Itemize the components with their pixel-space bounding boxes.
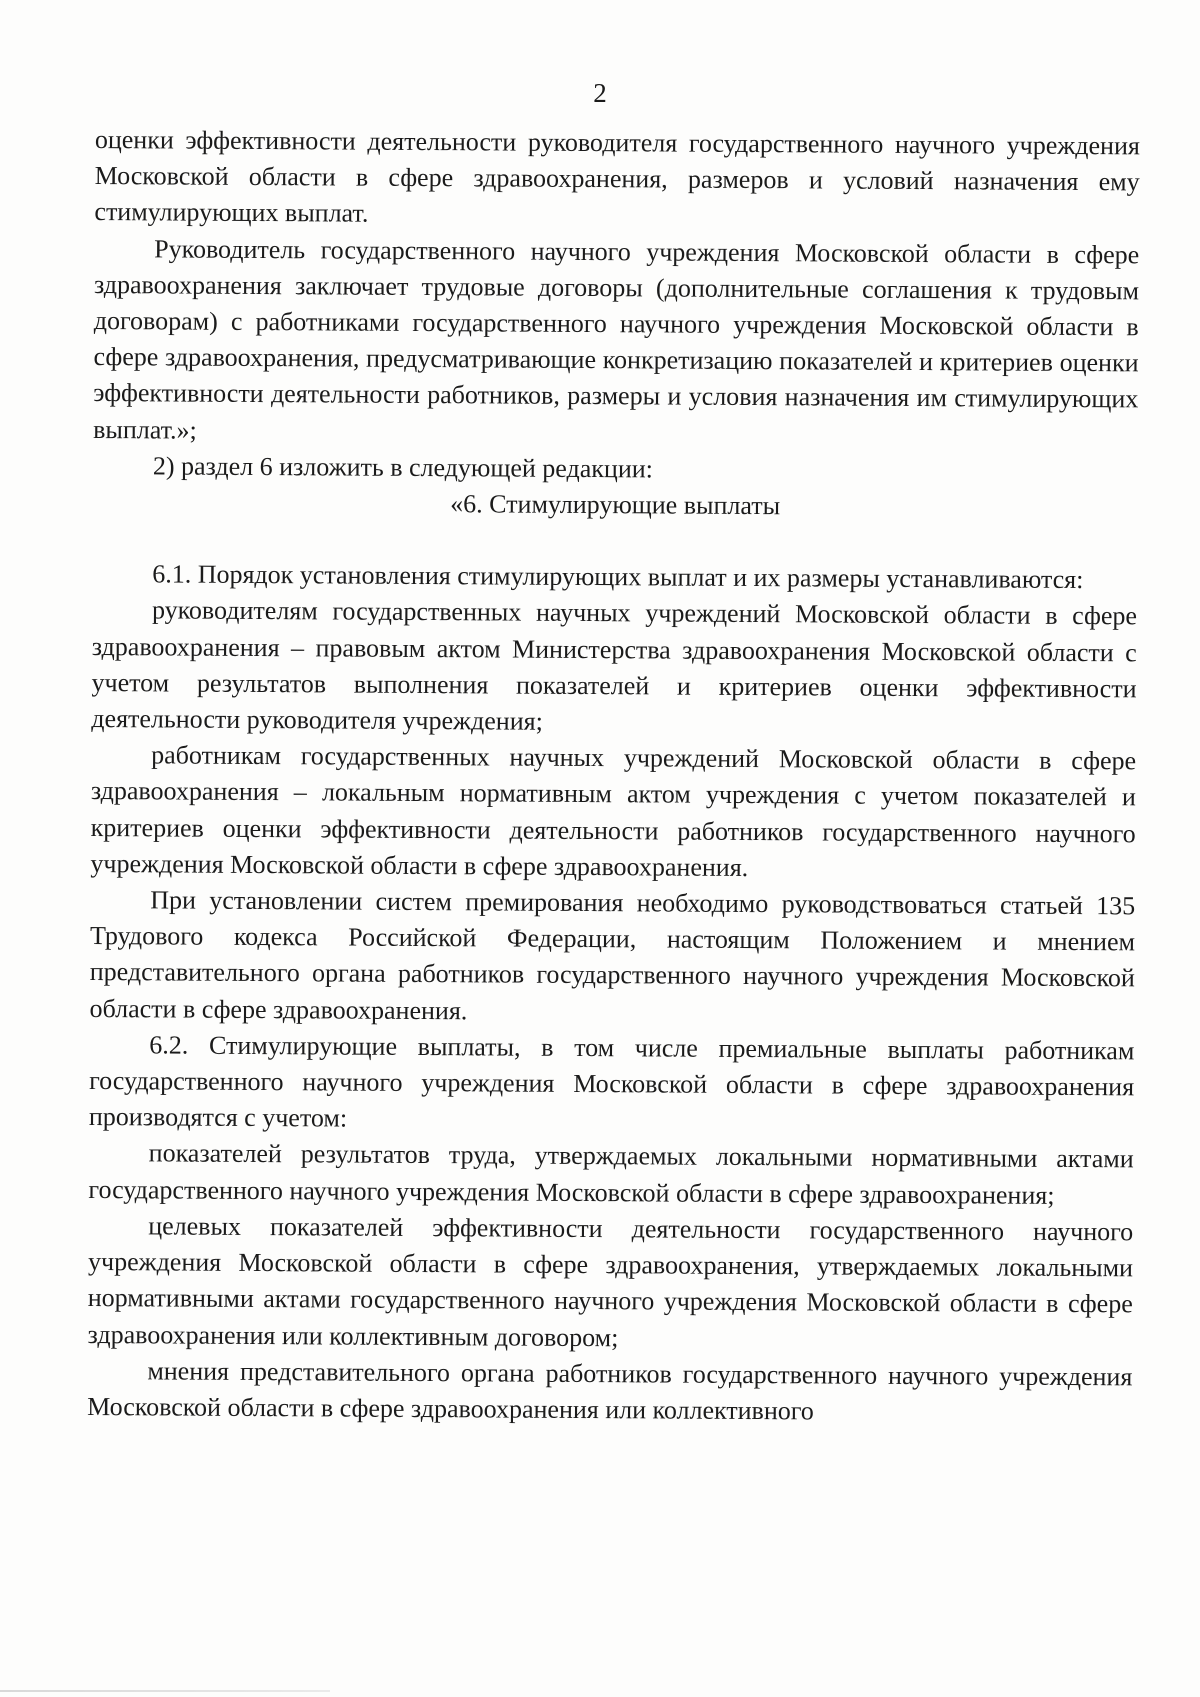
paragraph-target-indicators: целевых показателей эффективности деятельности государственного научного учреждения Московской области в сфере здравоохранения, утверждаемых локальными нормативными актами государственного научного учреждения Московской области в сфере здравоохранения или коллективным договором; <box>87 1211 1134 1352</box>
paragraph-6-1: 6.1. Порядок установления стимулирующих выплат и их размеры устанавливаются: <box>152 559 1084 595</box>
paragraph-labor-results: показателей результатов труда, утверждаемых локальными нормативными актами государственного научного учреждения Московской области в сфере здравоохранения; <box>88 1138 1134 1210</box>
section-heading: «6. Стимулирующие выплаты <box>450 489 781 521</box>
scan-artifact-line <box>0 1690 330 1692</box>
document-body <box>87 122 1140 1431</box>
paragraph-representative-opinion: мнения представительного органа работников государственного научного учреждения Московской области в сфере здравоохранения или коллективного <box>87 1356 1133 1426</box>
paragraph-amendment-2: 2) раздел 6 изложить в следующей редакции: <box>152 451 654 484</box>
page-number: 2 <box>593 78 607 108</box>
paragraph-workers: работникам государственных научных учреждений Московской области в сфере здравоохранения – локальным нормативным актом учреждения с учетом показателей и критериев оценки эффективности деятельности работников государственного научного учреждения Московской области в сфере здравоохранения. <box>90 740 1137 882</box>
paragraph-bonus-systems: При установлении систем премирования необходимо руководствоваться статьей 135 Трудового кодекса Российской Федерации, настоящим Положением и мнением представительного органа работников государственного научного учреждения Московской области в сфере здравоохранения. <box>89 885 1136 1025</box>
paragraph-heads: руководителям государственных научных учреждений Московской области в сфере здравоохранения – правовым актом Министерства здравоохранения Московской области с учетом результатов выполнения показателей и критериев оценки эффективности деятельности руководителя учреждения; <box>91 595 1138 736</box>
paragraph-6-2: 6.2. Стимулирующие выплаты, в том числе премиальные выплаты работникам государственного научного учреждения Московской области в сфере здравоохранения производятся с учетом: <box>88 1030 1135 1133</box>
paragraph-head-contracts: Руководитель государственного научного учреждения Московской области в сфере здравоохранения заключает трудовые договоры (дополнительные соглашения к трудовым договорам) с работниками государственного научного учреждения Московской области в сфере здравоохранения, предусматривающие конкретизацию показателей и критериев оценки эффективности деятельности работников, размеры и условия назначения им стимулирующих выплат.»; <box>93 233 1140 445</box>
paragraph-continuation: оценки эффективности деятельности руководителя государственного научного учреждения Московской области в сфере здравоохранения, размеров и условий назначения ему стимулирующих выплат. <box>94 124 1140 229</box>
